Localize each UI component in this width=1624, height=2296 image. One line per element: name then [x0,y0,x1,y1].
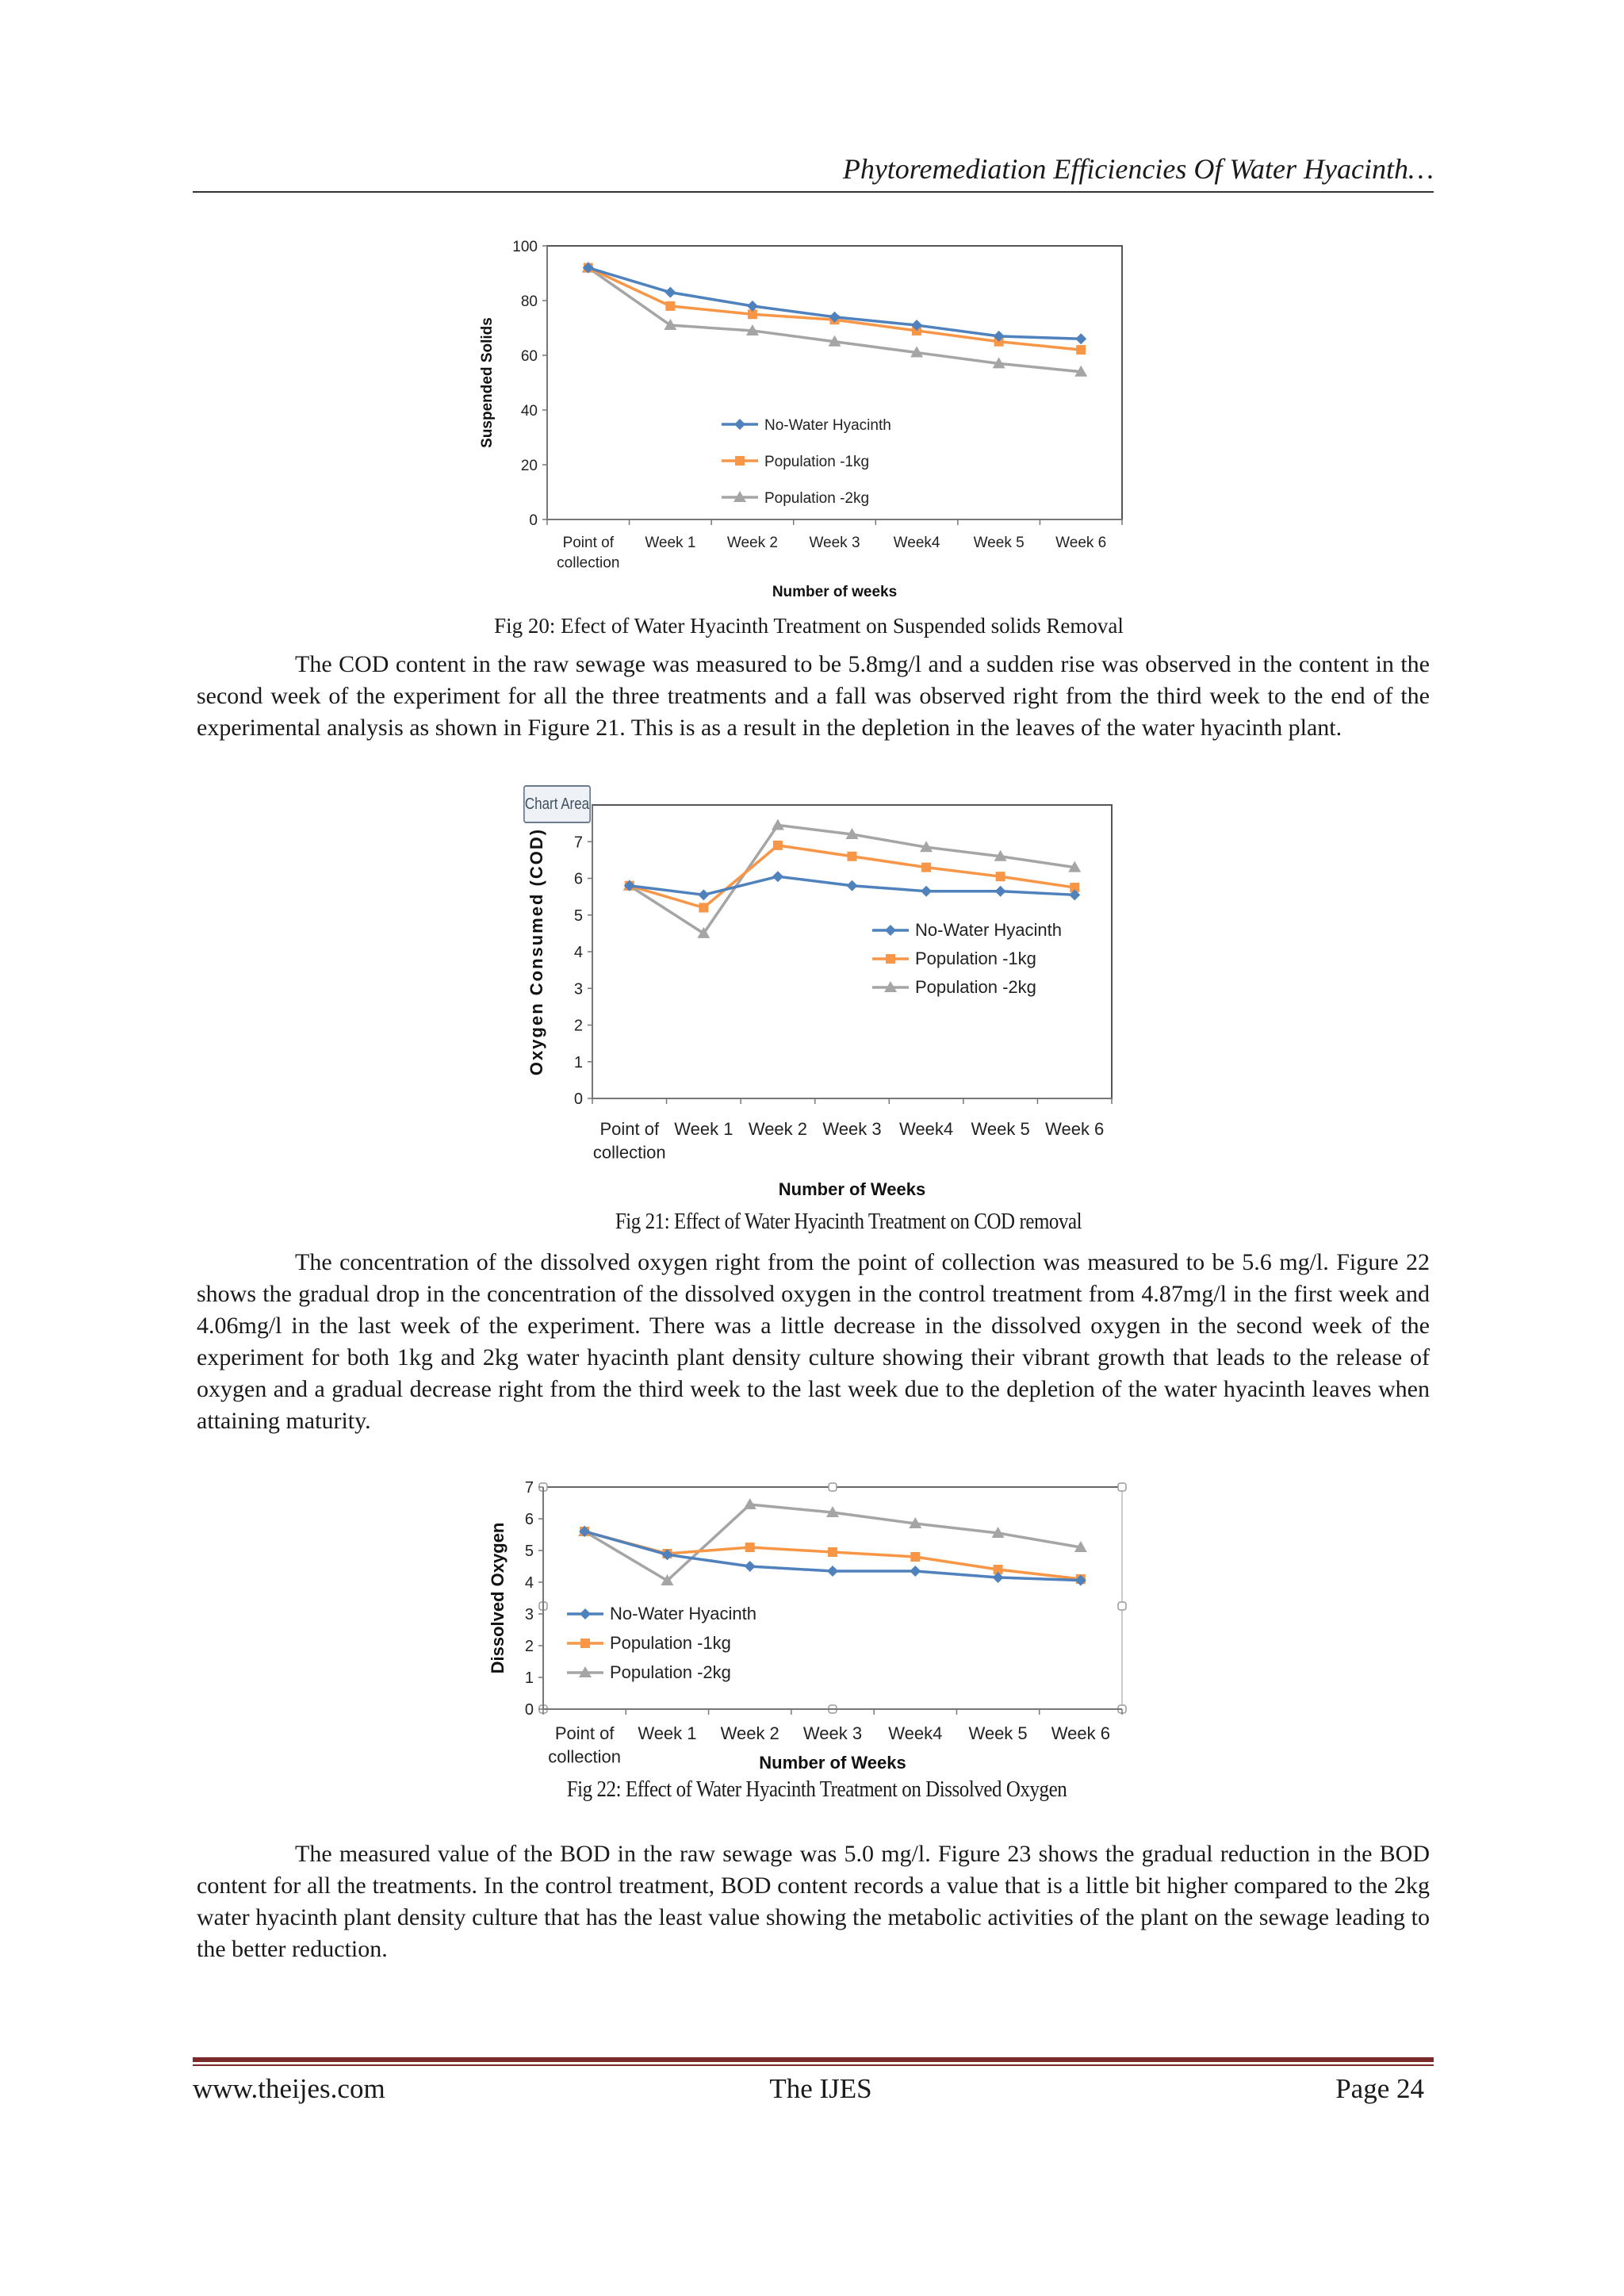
chart-area-tag: Chart Area [523,785,591,823]
chart0-legend-label-1: Population -1kg [764,454,870,470]
chart2-resize-handle-4 [1118,1602,1126,1610]
chart2-ytick-label-0: 0 [524,1701,534,1719]
chart2-xtick-label-4: Week4 [888,1723,943,1743]
chart2-legend-marker-1 [580,1639,590,1648]
chart1-legend-entry-0 [872,920,1062,940]
chart1-series-1 [625,841,1079,913]
chart2-ytick-label-4: 4 [524,1574,534,1592]
figure-22-caption: Fig 22: Effect of Water Hyacinth Treatment on Dissolved Oxygen [566,1777,1067,1802]
chart0-y-axis-title: Suspended Solids [479,317,496,448]
chart1-series-2-line [630,825,1074,933]
chart0-ytick-label-4: 80 [520,293,538,310]
chart0-xtick-label-6: Week 6 [1055,535,1107,551]
footer-page-number: Page 24 [1335,2073,1424,2104]
chart1-legend-marker-0 [885,925,896,936]
chart0-series-1-point-6 [1076,345,1086,355]
chart1-ytick-label-5: 5 [573,907,583,925]
chart1-xtick-label-5: Week 5 [971,1119,1030,1139]
chart1-x-axis-title: Number of Weeks [778,1179,926,1199]
chart1-ytick-label-3: 3 [573,980,583,999]
chart2-ytick-label-2: 2 [524,1638,534,1655]
chart2-legend-entry-2 [567,1662,731,1682]
chart0-series-0-point-6 [1075,333,1086,344]
chart2-series-0-point-4 [910,1566,921,1577]
chart0-legend-label-2: Population -2kg [764,490,870,507]
chart2-series-1-point-4 [910,1552,920,1562]
chart0-series-1-point-1 [665,301,675,311]
chart2-y-axis-title: Dissolved Oxygen [488,1522,508,1674]
chart2-series-0-point-3 [827,1566,838,1577]
chart2-series-0-point-2 [745,1561,756,1572]
chart1-ytick-label-6: 6 [573,870,583,888]
chart2-xtick-label-5: Week 5 [968,1723,1028,1743]
footer-url[interactable]: www.theijes.com [193,2073,385,2104]
chart1-xtick-label-1: Week 1 [674,1119,733,1139]
chart1-series-1-point-3 [848,852,857,861]
chart1-ytick-label-2: 2 [573,1017,583,1035]
chart2-x-axis-title: Number of Weeks [759,1753,906,1773]
chart2-xtick-label-2: Week 2 [720,1723,779,1743]
chart1-legend-label-1: Population -1kg [915,949,1036,968]
chart0-xtick-label-0: Point of collection [557,535,620,572]
figure-20-caption: Fig 20: Efect of Water Hyacinth Treatment on Suspended solids Removal [494,614,1124,638]
chart0-xtick-label-1: Week 1 [645,535,696,551]
chart0-x-axis-title: Number of weeks [772,584,898,600]
chart2-legend-label-1: Population -1kg [610,1633,731,1653]
chart1-series-1-point-5 [996,872,1005,881]
chart0-legend-marker-0 [734,419,745,430]
chart2-xtick-label-1: Week 1 [638,1723,697,1743]
figure-21-caption: Fig 21: Effect of Water Hyacinth Treatment on COD removal [615,1209,1082,1234]
figure-20-chart [476,230,1126,611]
chart0-ytick-label-5: 100 [512,239,538,255]
chart0-legend-label-0: No-Water Hyacinth [764,417,891,434]
paragraph-bod: The measured value of the BOD in the raw sewage was 5.0 mg/l. Figure 23 shows the gradual reduction in the BOD content for all the treatments. In the control treatment, BOD content records a value that is a little bit higher compared to the 2kg water hyacinth plant density culture that has the least value showing the metabolic activities of the plant on the sewage leading to the better reduction. [197,1841,1430,1962]
chart1-ytick-label-1: 1 [573,1053,583,1071]
chart0-legend-entry-2 [722,490,869,507]
footer-rule-thin [193,2064,1434,2066]
chart1-xtick-label-2: Week 2 [748,1119,808,1139]
chart0-xtick-label-3: Week 3 [809,535,860,551]
chart2-series-1-point-3 [828,1547,837,1557]
chart1-series-1-point-1 [699,903,708,913]
chart2-ytick-label-1: 1 [524,1669,534,1687]
chart1-series-0 [624,871,1080,900]
figure-20-svg [476,230,1126,611]
figure-22-svg [488,1475,1146,1777]
chart1-series-0-point-5 [995,886,1006,897]
chart0-ytick-label-0: 0 [529,512,538,529]
chart1-xtick-label-6: Week 6 [1045,1119,1105,1139]
figure-21-svg [523,789,1126,1209]
chart0-xtick-label-2: Week 2 [726,535,778,551]
chart2-xtick-label-6: Week 6 [1051,1723,1110,1743]
chart2-ytick-label-5: 5 [524,1543,534,1560]
chart0-ytick-label-2: 40 [520,403,538,420]
chart2-resize-handle-1 [829,1483,837,1491]
chart2-legend-label-0: No-Water Hyacinth [610,1604,757,1623]
chart1-ytick-label-4: 4 [573,944,583,961]
paragraph-dissolved-oxygen: The concentration of the dissolved oxygen right from the point of collection was measured to be 5.6 mg/l. Figure 22 shows the gradual drop in the concentration of the dissolved oxygen in the control treatment from 4.87mg/l in the first week and 4.06mg/l in the last week of the experiment. There was a little decrease in the dissolved oxygen in the second week of the experiment for both 1kg and 2kg water hyacinth plant density culture showing their vibrant growth that leads to the release of oxygen and a gradual decrease right from the third week to the last week due to the depletion of the water hyacinth leaves when attaining maturity. [197,1249,1430,1434]
chart2-xtick-label-3: Week 3 [802,1723,863,1743]
chart0-ytick-label-1: 20 [520,458,538,474]
figure-21-chart [523,789,1126,1209]
chart2-legend-label-2: Population -2kg [610,1662,731,1682]
chart2-ytick-label-7: 7 [524,1479,534,1497]
chart1-series-0-point-1 [698,889,709,900]
chart0-plot-frame [547,246,1122,519]
chart1-series-0-point-4 [921,886,932,897]
footer-rule [193,2057,1434,2062]
chart2-legend-entry-0 [567,1604,756,1623]
chart1-legend-entry-1 [872,949,1036,968]
chart2-ytick-label-3: 3 [524,1606,534,1623]
chart2-ytick-label-6: 6 [524,1511,534,1528]
chart1-xtick-label-0: Point of collection [592,1119,666,1163]
chart1-legend-label-2: Population -2kg [915,977,1036,997]
chart1-legend-label-0: No-Water Hyacinth [915,920,1063,940]
chart2-xtick-label-0: Point of collection [548,1723,622,1767]
chart1-series-1-point-2 [773,841,783,850]
chart1-legend-entry-2 [872,977,1036,997]
chart0-xtick-label-4: Week4 [893,535,940,551]
chart1-series-1-point-4 [921,863,931,872]
running-header: Phytoremediation Efficiencies Of Water Hyacinth… [842,153,1434,185]
chart2-resize-handle-2 [1118,1483,1126,1491]
chart0-xtick-label-5: Week 5 [973,535,1025,551]
chart2-legend-entry-1 [567,1633,731,1653]
chart0-series-0-point-1 [665,287,676,298]
chart1-xtick-label-3: Week 3 [822,1119,882,1139]
chart0-legend-entry-1 [722,454,869,470]
footer-journal: The IJES [769,2073,872,2104]
figure-22-chart [488,1475,1146,1777]
chart2-series-1-point-2 [745,1543,755,1552]
chart0-ytick-label-3: 60 [520,348,538,365]
chart1-series-0-point-2 [772,871,783,882]
chart0-series-0 [583,263,1086,345]
chart0-legend-entry-0 [722,417,891,434]
chart1-ytick-label-0: 0 [573,1091,583,1108]
chart1-legend-marker-1 [886,954,895,964]
chart0-legend-marker-1 [735,456,745,466]
chart1-ytick-label-7: 7 [573,834,583,852]
chart1-series-0-point-3 [847,880,858,891]
chart1-xtick-label-4: Week4 [899,1119,954,1139]
header-rule [193,191,1434,193]
chart2-legend-marker-0 [580,1608,591,1619]
chart1-y-axis-title: Oxygen Consumed (COD) [527,827,546,1076]
paragraph-cod: The COD content in the raw sewage was measured to be 5.8mg/l and a sudden rise was observed in the content in the second week of the experiment for all the three treatments and a fall was observed right from the third week to the end of the experimental analysis as shown in Figure 21. This is as a result in the depletion in the leaves of the water hyacinth plant. [197,651,1430,741]
